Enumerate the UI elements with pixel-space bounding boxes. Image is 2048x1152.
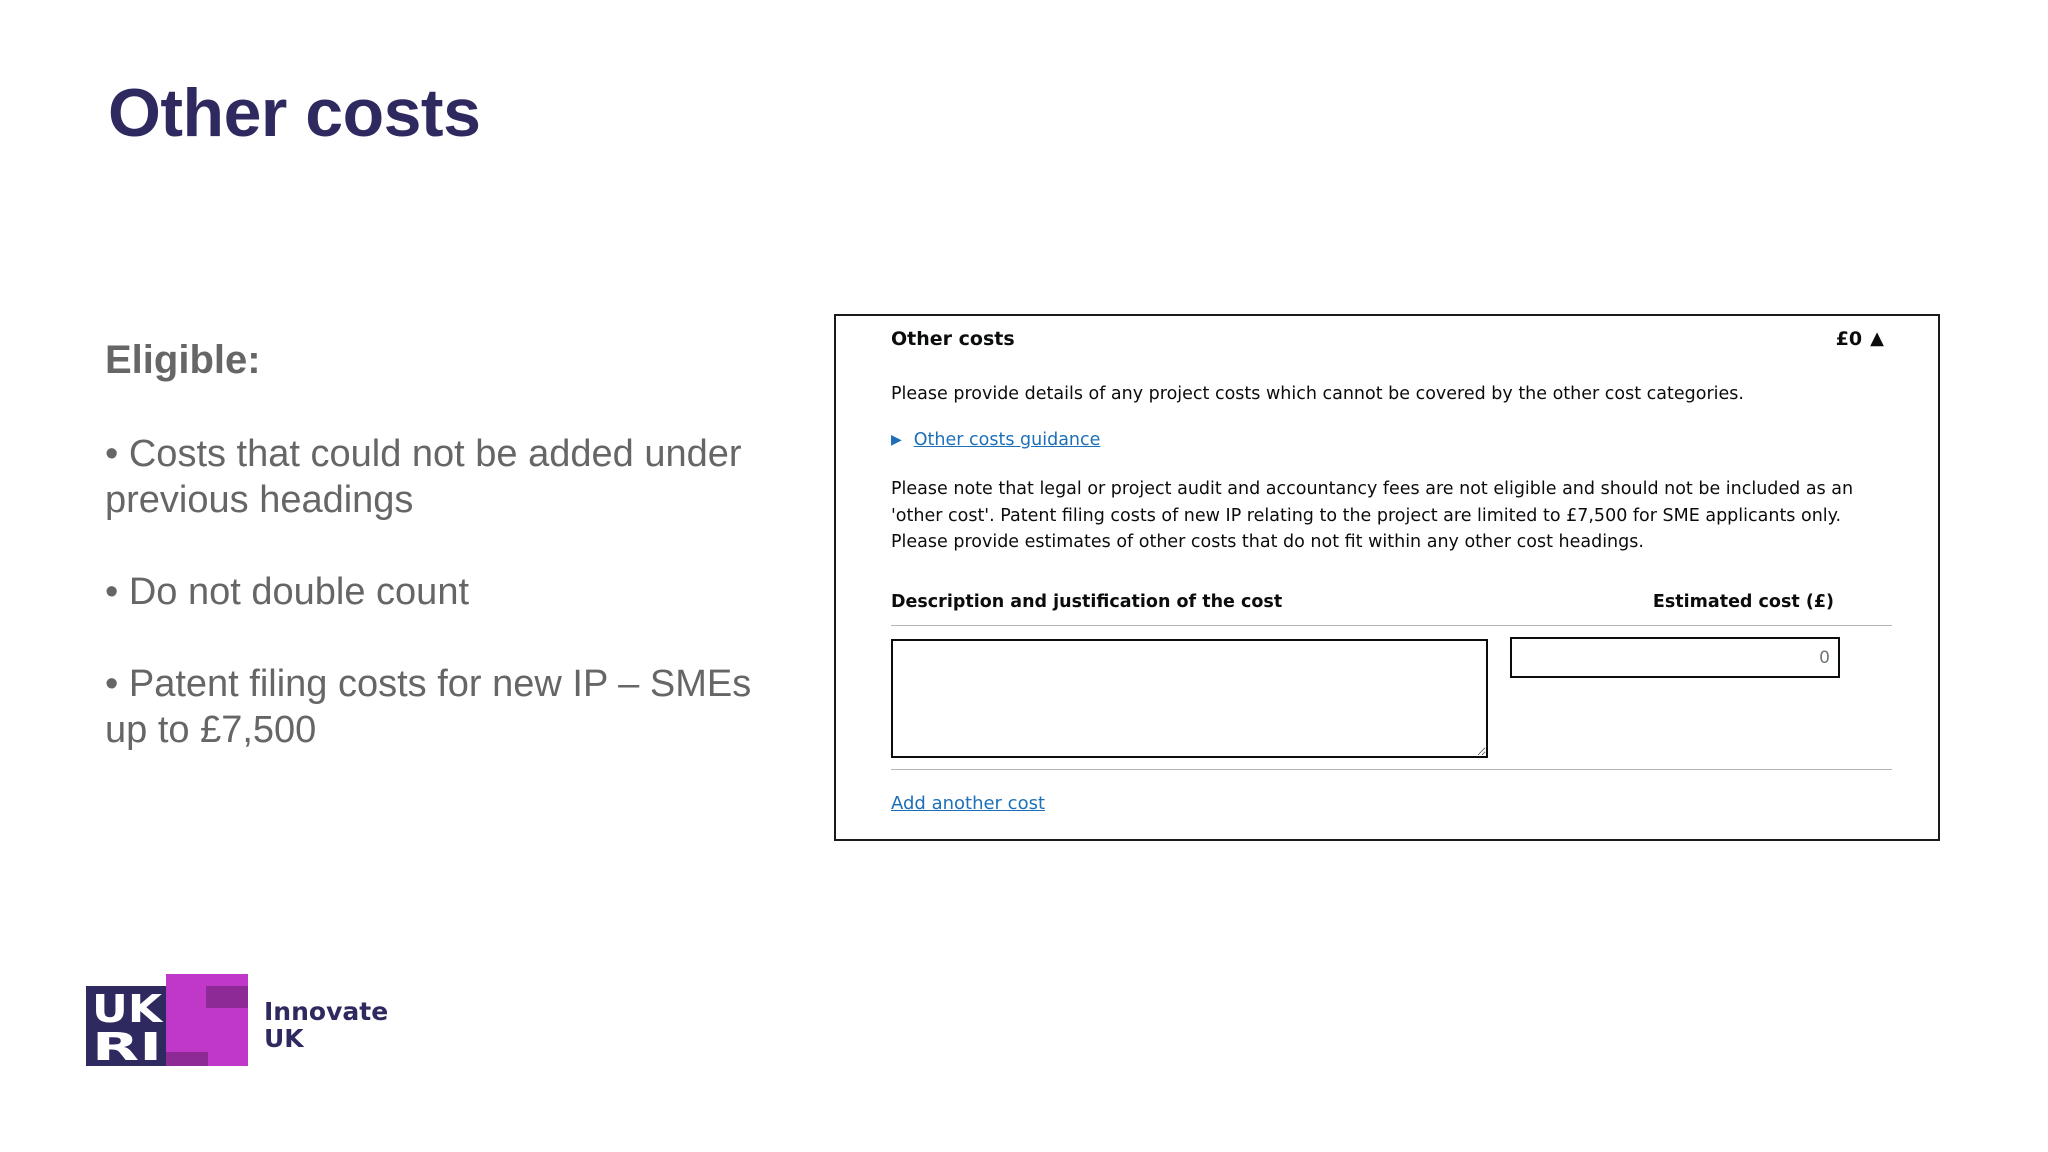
form-note-text: Please note that legal or project audit and accountancy fees are not eligible and should not be included as an 'other cost'. Patent filing costs of new IP relating to the project are limited to £7,500 for SME applicants only. Please provide estimates of other costs that do not fit within any other cost headings. [891, 479, 1854, 552]
ukri-logo-mark [86, 974, 250, 1066]
brand-line-2: UK [264, 1024, 304, 1053]
bullet-patent-costs: • Patent filing costs for new IP – SMEs up to £7,500 [105, 663, 752, 751]
add-another-cost-link[interactable]: Add another cost [891, 793, 1046, 814]
description-column-header: Description and justification of the cost [891, 592, 1283, 612]
table-divider-top [891, 625, 1892, 626]
section-toggle[interactable] [1836, 328, 1884, 350]
eligibility-section [105, 338, 785, 753]
caret-up-icon: ▲ [1870, 328, 1884, 349]
slide-title: Other costs [108, 75, 481, 151]
eligible-heading: Eligible: [105, 338, 261, 382]
svg-text:RI: RI [92, 1025, 162, 1066]
ukri-innovate-uk-logo [86, 974, 389, 1066]
svg-text:UK: UK [92, 987, 164, 1031]
bullet-previous-headings: • Costs that could not be added under previous headings [105, 433, 742, 521]
brand-line-1: Innovate [264, 997, 389, 1026]
guidance-link[interactable]: Other costs guidance [913, 430, 1101, 450]
table-divider-bottom [891, 769, 1892, 770]
form-intro-text: Please provide details of any project costs which cannot be covered by the other cost categories. [891, 384, 1744, 404]
estimated-cost-input[interactable] [1510, 637, 1840, 678]
bullet-no-double-count: • Do not double count [105, 571, 470, 613]
form-header [891, 328, 1884, 356]
form-total: £0 [1835, 328, 1863, 350]
description-textarea[interactable] [891, 639, 1488, 758]
disclosure-arrow-icon: ▶ [891, 432, 902, 448]
innovate-uk-wordmark [264, 998, 388, 1052]
guidance-disclosure[interactable] [891, 430, 1100, 450]
form-title: Other costs [891, 328, 1015, 350]
cost-column-header: Estimated cost (£) [1652, 592, 1834, 612]
other-costs-form-panel [834, 314, 1940, 841]
